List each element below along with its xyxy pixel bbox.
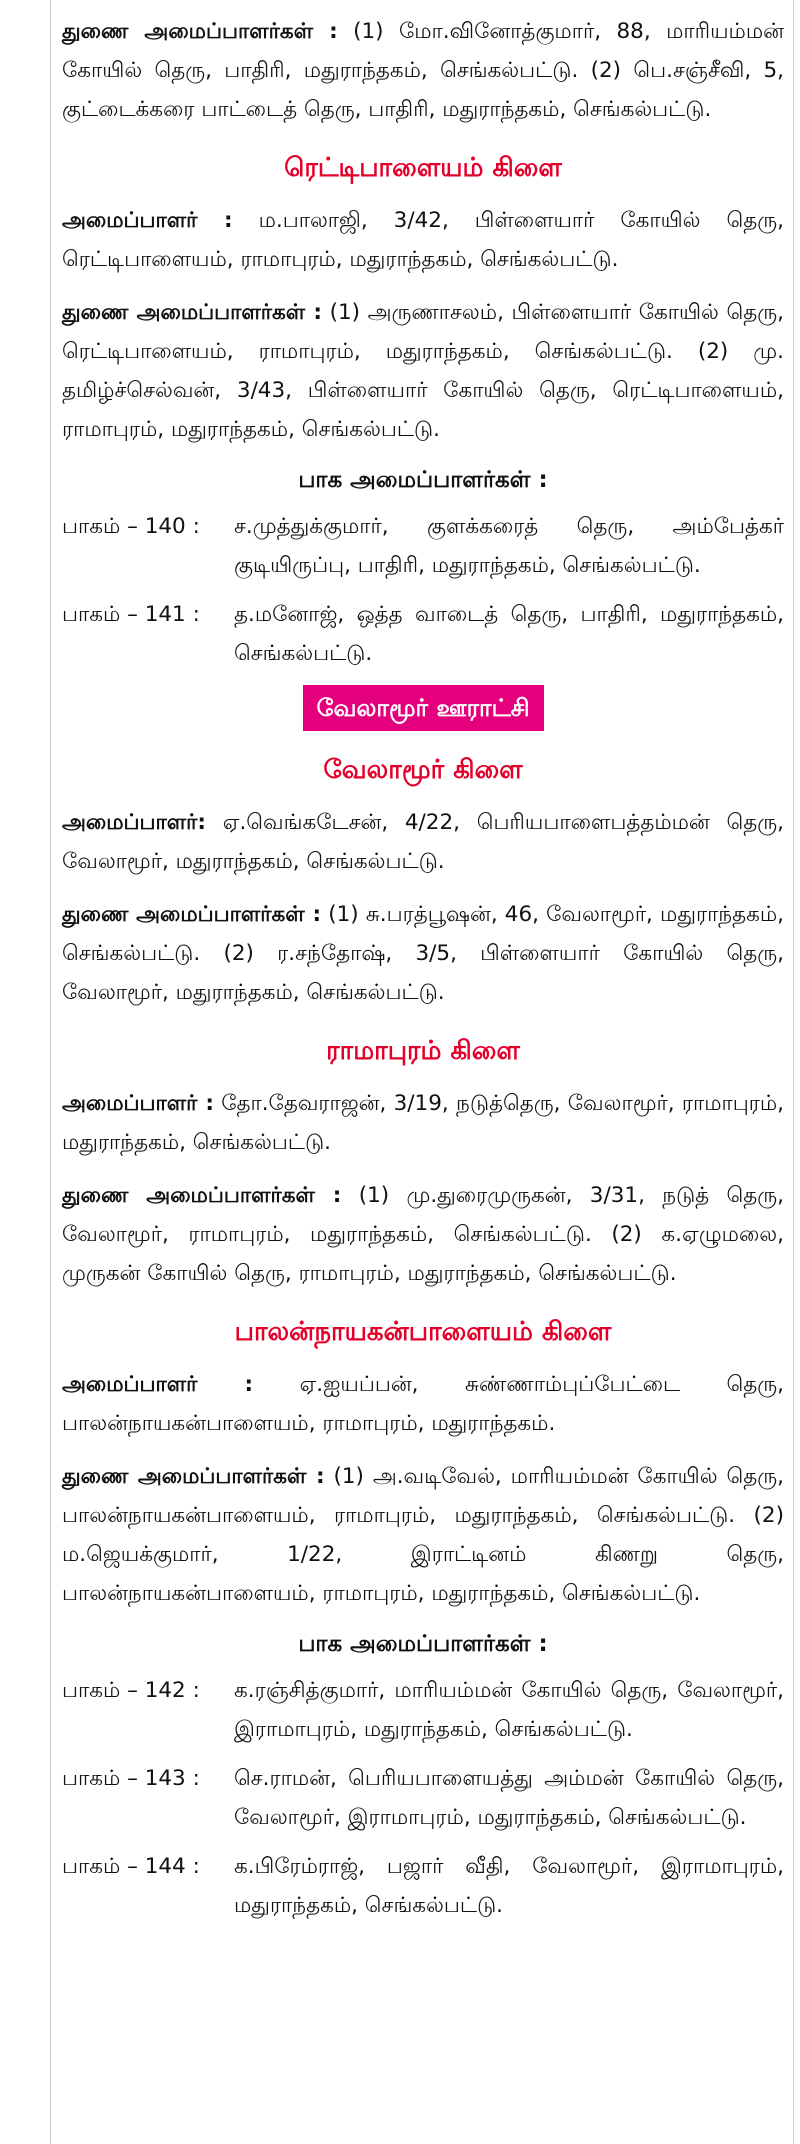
deputy-organizers-text: (1) சு.பரத்பூஷன், 46, வேலாமூர், மதுராந்தகம், செங்கல்பட்டு. (2) ர.சந்தோஷ், 3/5, பிள்ளையார் கோயில் தெரு, வேலாமூர், மதுராந்தகம், செங்கல்பட்டு.	[62, 902, 784, 1005]
booth-organizer-text: க.பிரேம்ராஜ், பஜார் வீதி, வேலாமூர், இராமாபுரம், மதுராந்தகம், செங்கல்பட்டு.	[234, 1854, 784, 1918]
branch-heading-ramapuram: ராமாபுரம் கிளை	[326, 1036, 520, 1066]
deputy-organizers-label: துணை அமைப்பாளர்கள் :	[62, 902, 322, 927]
organizer-paragraph	[62, 1084, 784, 1162]
right-column-rule	[793, 0, 794, 2144]
deputy-organizers-paragraph	[62, 1457, 784, 1613]
branch-heading-velamur: வேலாமூர் கிளை	[323, 755, 523, 785]
organizer-paragraph	[62, 1365, 784, 1443]
booth-organizer-text: செ.ராமன், பெரியபாளையத்து அம்மன் கோயில் தெரு, வேலாமூர், இராமாபுரம், மதுராந்தகம், செங்கல்பட்டு.	[234, 1766, 784, 1830]
left-column-rule	[50, 0, 51, 2144]
booth-entry	[62, 507, 784, 585]
branch-heading-rettipalayam: ரெட்டிபாளையம் கிளை	[284, 153, 562, 183]
booth-entry	[62, 1847, 784, 1925]
booth-organizer-text: க.ரஞ்சித்குமார், மாரியம்மன் கோயில் தெரு, வேலாமூர், இராமாபுரம், மதுராந்தகம், செங்கல்பட்டு.	[234, 1678, 784, 1742]
organizer-paragraph	[62, 201, 784, 279]
organizer-text: ஏ.ஐயப்பன், சுண்ணாம்புப்பேட்டை தெரு, பாலன்நாயகன்பாளையம், ராமாபுரம், மதுராந்தகம்.	[62, 1372, 784, 1436]
deputy-organizers-label: துணை அமைப்பாளர்கள் :	[62, 1183, 342, 1208]
organizer-label: அமைப்பாளர் :	[62, 208, 233, 233]
organizer-text: ஏ.வெங்கடேசன், 4/22, பெரியபாளைபத்தம்மன் தெரு, வேலாமூர், மதுராந்தகம், செங்கல்பட்டு.	[62, 810, 784, 874]
deputy-organizers-text: (1) மோ.வினோத்குமார், 88, மாரியம்மன் கோயில் தெரு, பாதிரி, மதுராந்தகம், செங்கல்பட்டு. (2) பெ.சஞ்சீவி, 5, குட்டைக்கரை பாட்டைத் தெரு, பாதிரி, மதுராந்தகம், செங்கல்பட்டு.	[62, 19, 784, 122]
deputy-organizers-label: துணை அமைப்பாளர்கள் :	[62, 300, 322, 325]
panchayat-banner: வேலாமூர் ஊராட்சி	[303, 685, 544, 731]
booth-organizers-heading: பாக அமைப்பாளர்கள் :	[298, 467, 548, 493]
deputy-organizers-paragraph	[62, 293, 784, 449]
organizer-text: தோ.தேவராஜன், 3/19, நடுத்தெரு, வேலாமூர், ராமாபுரம், மதுராந்தகம், செங்கல்பட்டு.	[62, 1091, 784, 1155]
article-column	[62, 12, 784, 2132]
booth-number: பாகம் – 143 :	[62, 1766, 200, 1791]
booth-number: பாகம் – 144 :	[62, 1854, 200, 1879]
booth-organizers-heading: பாக அமைப்பாளர்கள் :	[298, 1631, 548, 1657]
organizer-label: அமைப்பாளர் :	[62, 1372, 254, 1397]
booth-number: பாகம் – 140 :	[62, 514, 200, 539]
booth-entry	[62, 595, 784, 673]
organizer-label: அமைப்பாளர்:	[62, 810, 207, 835]
deputy-organizers-label: துணை அமைப்பாளர்கள் :	[62, 19, 338, 44]
branch-heading-balannayakanpalayam: பாலன்நாயகன்பாளையம் கிளை	[234, 1317, 612, 1347]
deputy-organizers-text: (1) அ.வடிவேல், மாரியம்மன் கோயில் தெரு, பாலன்நாயகன்பாளையம், ராமாபுரம், மதுராந்தகம், செங்கல்பட்டு. (2) ம.ஜெயக்குமார், 1/22, இராட்டினம் கிணறு தெரு, பாலன்நாயகன்பாளையம், ராமாபுரம், மதுராந்தகம், செங்கல்பட்டு.	[62, 1464, 784, 1606]
booth-number: பாகம் – 141 :	[62, 602, 200, 627]
panchayat-banner-wrap	[62, 685, 784, 731]
booth-number: பாகம் – 142 :	[62, 1678, 200, 1703]
deputy-organizers-paragraph	[62, 1176, 784, 1293]
deputy-organizers-paragraph	[62, 895, 784, 1012]
deputy-organizers-text: (1) மு.துரைமுருகன், 3/31, நடுத் தெரு, வேலாமூர், ராமாபுரம், மதுராந்தகம், செங்கல்பட்டு. (2) க.ஏழுமலை, முருகன் கோயில் தெரு, ராமாபுரம், மதுராந்தகம், செங்கல்பட்டு.	[62, 1183, 784, 1286]
deputy-organizers-paragraph	[62, 12, 784, 129]
booth-entry	[62, 1671, 784, 1749]
organizer-label: அமைப்பாளர் :	[62, 1091, 214, 1116]
booth-organizer-text: த.மனோஜ், ஒத்த வாடைத் தெரு, பாதிரி, மதுராந்தகம், செங்கல்பட்டு.	[234, 602, 784, 666]
organizer-paragraph	[62, 803, 784, 881]
deputy-organizers-label: துணை அமைப்பாளர்கள் :	[62, 1464, 325, 1489]
booth-entry	[62, 1759, 784, 1837]
organizer-text: ம.பாலாஜி, 3/42, பிள்ளையார் கோயில் தெரு, ரெட்டிபாளையம், ராமாபுரம், மதுராந்தகம், செங்கல்பட்டு.	[62, 208, 784, 272]
deputy-organizers-text: (1) அருணாசலம், பிள்ளையார் கோயில் தெரு, ரெட்டிபாளையம், ராமாபுரம், மதுராந்தகம், செங்கல்பட்டு. (2) மு. தமிழ்ச்செல்வன், 3/43, பிள்ளையார் கோயில் தெரு, ரெட்டிபாளையம், ராமாபுரம், மதுராந்தகம், செங்கல்பட்டு.	[62, 300, 784, 442]
booth-organizer-text: ச.முத்துக்குமார், குளக்கரைத் தெரு, அம்பேத்கர் குடியிருப்பு, பாதிரி, மதுராந்தகம், செங்கல்பட்டு.	[234, 514, 784, 578]
